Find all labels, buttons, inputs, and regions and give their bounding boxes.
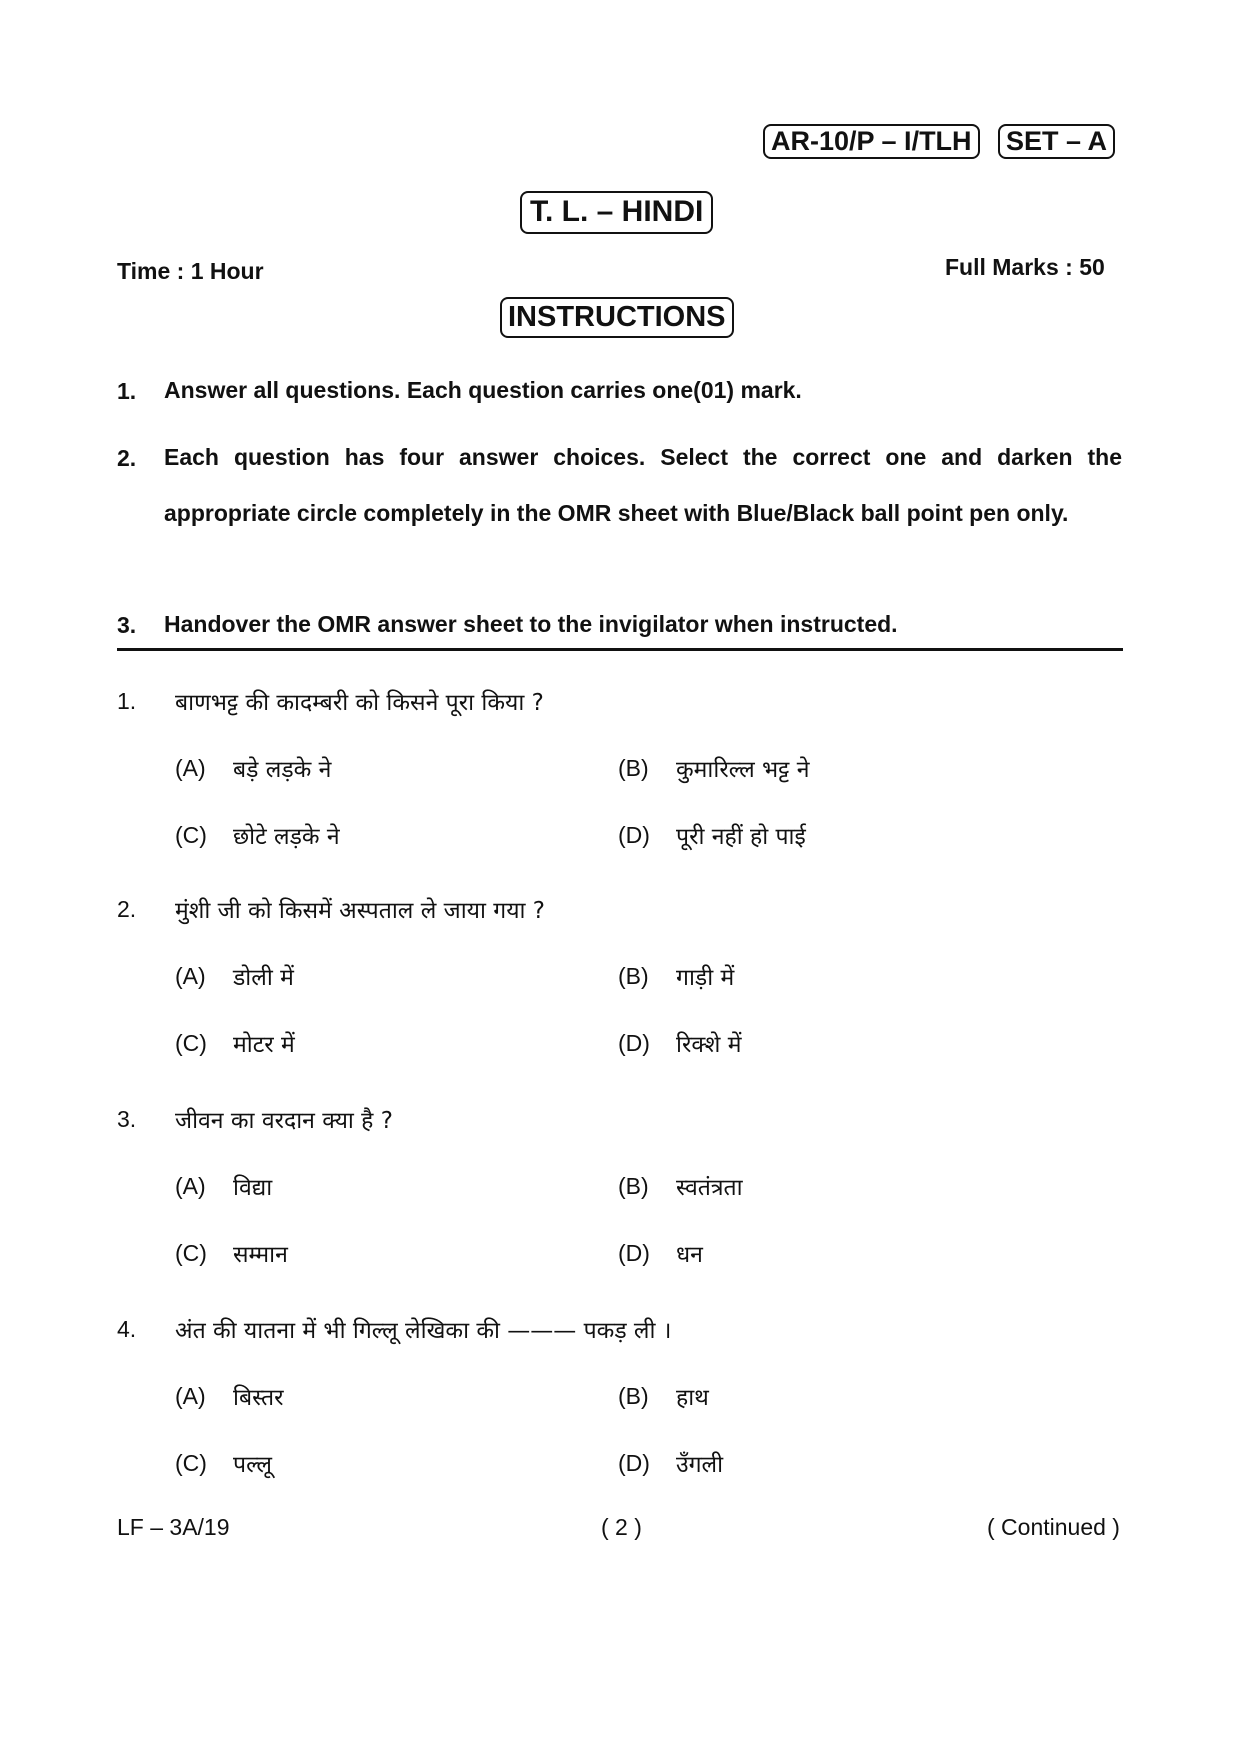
option-text: कुमारिल्ल भट्ट ने <box>676 757 810 783</box>
option-letter: (A) <box>175 963 206 989</box>
question-text: बाणभट्ट की कादम्बरी को किसने पूरा किया ? <box>175 690 544 716</box>
footer-code: LF – 3A/19 <box>117 1514 230 1540</box>
option-letter: (C) <box>175 1030 207 1056</box>
question-text: जीवन का वरदान क्या है ? <box>175 1108 393 1134</box>
paper-code-box <box>763 124 980 159</box>
question-number: 2. <box>117 896 137 922</box>
set-box <box>998 124 1115 159</box>
option-text: बड़े लड़के ने <box>233 757 332 783</box>
question-number: 3. <box>117 1106 137 1132</box>
instructions-heading: INSTRUCTIONS <box>508 301 726 333</box>
option-letter: (B) <box>618 963 649 989</box>
instruction-text: Answer all questions. Each question carries one(01) mark. <box>164 377 802 403</box>
instruction-number: 3. <box>117 612 137 638</box>
instructions-divider <box>117 648 1123 651</box>
option-letter: (D) <box>618 1450 650 1476</box>
option-text: पूरी नहीं हो पाई <box>676 824 806 850</box>
question-number: 1. <box>117 688 137 714</box>
option-text: हाथ <box>676 1385 709 1411</box>
subject-title: T. L. – HINDI <box>530 195 704 228</box>
instruction-text: Each question has four answer choices. Select the correct one and darken the appropriate circle completely in the OMR sheet with Blue/Black ball point pen only. <box>164 444 1122 526</box>
option-text: रिक्शे में <box>676 1032 742 1058</box>
instructions-heading-box <box>500 297 734 338</box>
option-letter: (C) <box>175 822 207 848</box>
option-letter: (C) <box>175 1240 207 1266</box>
set-label: SET – A <box>1006 126 1108 156</box>
question-text: अंत की यातना में भी गिल्लू लेखिका की ——— पकड़ ली । <box>175 1318 672 1344</box>
option-letter: (A) <box>175 1173 206 1199</box>
instruction-text: Handover the OMR answer sheet to the invigilator when instructed. <box>164 611 898 637</box>
instruction-number: 2. <box>117 445 137 471</box>
option-letter: (B) <box>618 1173 649 1199</box>
option-letter: (D) <box>618 822 650 848</box>
option-text: मोटर में <box>233 1032 295 1058</box>
option-letter: (A) <box>175 1383 206 1409</box>
option-letter: (B) <box>618 755 649 781</box>
option-letter: (A) <box>175 755 206 781</box>
option-text: छोटे लड़के ने <box>233 824 340 850</box>
option-letter: (D) <box>618 1030 650 1056</box>
option-text: सम्मान <box>233 1242 288 1268</box>
option-letter: (B) <box>618 1383 649 1409</box>
option-text: उँगली <box>676 1452 724 1478</box>
option-text: बिस्तर <box>233 1385 284 1411</box>
option-text: धन <box>676 1242 703 1268</box>
page-number: ( 2 ) <box>601 1514 642 1540</box>
option-text: डोली में <box>233 965 294 991</box>
option-letter: (D) <box>618 1240 650 1266</box>
paper-code: AR-10/P – I/TLH <box>771 126 972 156</box>
full-marks-label: Full Marks : 50 <box>945 254 1105 280</box>
option-text: पल्लू <box>233 1452 273 1478</box>
subject-title-box <box>520 191 713 234</box>
time-label: Time : 1 Hour <box>117 258 264 284</box>
option-text: विद्या <box>233 1175 273 1201</box>
instruction-number: 1. <box>117 378 137 404</box>
continued-label: ( Continued ) <box>987 1514 1120 1540</box>
option-letter: (C) <box>175 1450 207 1476</box>
question-text: मुंशी जी को किसमें अस्पताल ले जाया गया ? <box>175 898 546 924</box>
option-text: स्वतंत्रता <box>676 1175 743 1201</box>
question-number: 4. <box>117 1316 137 1342</box>
option-text: गाड़ी में <box>676 965 735 991</box>
